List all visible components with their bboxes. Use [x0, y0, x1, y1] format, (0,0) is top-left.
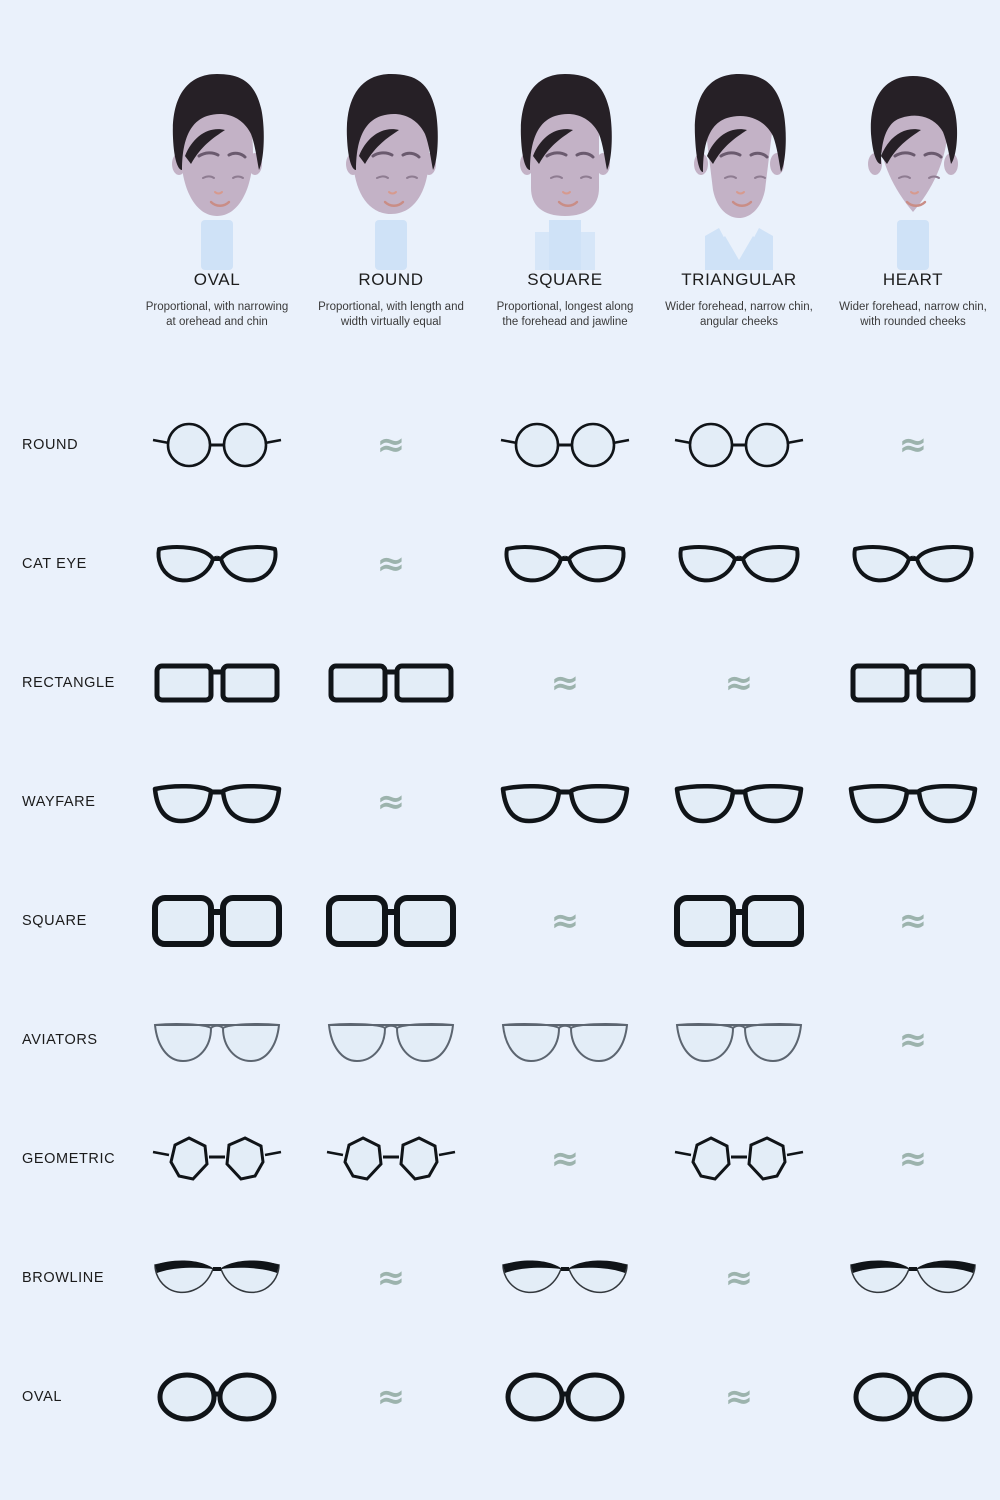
match-cell — [304, 1099, 478, 1218]
no-match-cell — [826, 1099, 1000, 1218]
match-cell — [130, 504, 304, 623]
no-match-cell — [304, 1218, 478, 1337]
match-cell — [478, 504, 652, 623]
match-cell — [478, 1218, 652, 1337]
match-cell — [826, 1337, 1000, 1456]
glasses-square-icon — [321, 886, 461, 956]
match-cell — [478, 742, 652, 861]
glasses-cateye-icon — [669, 529, 809, 599]
no-match-tilde-icon: ≈ — [898, 900, 928, 941]
glasses-row — [0, 742, 1000, 861]
match-cell — [826, 623, 1000, 742]
glasses-rectangle-icon — [147, 648, 287, 718]
glasses-geometric-icon — [321, 1124, 461, 1194]
glasses-geometric-icon — [147, 1124, 287, 1194]
glasses-row — [0, 1218, 1000, 1337]
glasses-browline-icon — [843, 1243, 983, 1313]
glasses-round-icon — [147, 410, 287, 480]
face-type-column — [130, 60, 304, 330]
match-cell — [478, 385, 652, 504]
match-cell — [826, 742, 1000, 861]
no-match-tilde-icon: ≈ — [550, 1138, 580, 1179]
no-match-tilde-icon: ≈ — [898, 424, 928, 465]
face-illustration-round-icon — [321, 60, 461, 260]
no-match-tilde-icon: ≈ — [550, 662, 580, 703]
glasses-style-label: BROWLINE — [22, 1269, 105, 1286]
match-cell — [130, 1099, 304, 1218]
glasses-rectangle-icon — [843, 648, 983, 718]
no-match-cell — [304, 385, 478, 504]
face-illustration-heart-icon — [843, 60, 983, 260]
no-match-cell — [478, 861, 652, 980]
glasses-row — [0, 1099, 1000, 1218]
face-illustration-oval-icon — [147, 60, 287, 260]
no-match-tilde-icon: ≈ — [724, 662, 754, 703]
glasses-style-label: GEOMETRIC — [22, 1150, 116, 1167]
match-cell — [130, 980, 304, 1099]
match-cell — [826, 1218, 1000, 1337]
glasses-cateye-icon — [843, 529, 983, 599]
match-cell — [478, 980, 652, 1099]
face-type-column — [826, 60, 1000, 330]
match-cell — [652, 861, 826, 980]
face-type-description: Wider forehead, narrow chin, angular cheeks — [665, 301, 813, 328]
glasses-round-icon — [669, 410, 809, 480]
match-cell — [130, 385, 304, 504]
glasses-aviator-icon — [321, 1005, 461, 1075]
face-type-name: ROUND — [358, 270, 424, 289]
face-illustration-triangular-icon — [669, 60, 809, 260]
match-cell — [826, 504, 1000, 623]
no-match-cell — [478, 623, 652, 742]
no-match-cell — [478, 1099, 652, 1218]
glasses-row — [0, 504, 1000, 623]
no-match-tilde-icon: ≈ — [376, 543, 406, 584]
glasses-geometric-icon — [669, 1124, 809, 1194]
glasses-cateye-icon — [147, 529, 287, 599]
face-type-column — [478, 60, 652, 330]
glasses-style-label: OVAL — [22, 1388, 63, 1405]
no-match-cell — [304, 504, 478, 623]
face-type-description: Wider forehead, narrow chin, with rounded cheeks — [839, 301, 987, 328]
glasses-style-label: SQUARE — [22, 912, 87, 929]
glasses-row — [0, 861, 1000, 980]
glasses-wayfare-icon — [495, 767, 635, 837]
no-match-cell — [652, 1218, 826, 1337]
match-cell — [304, 623, 478, 742]
glasses-square-icon — [147, 886, 287, 956]
glasses-browline-icon — [147, 1243, 287, 1313]
glasses-aviator-icon — [495, 1005, 635, 1075]
glasses-row — [0, 980, 1000, 1099]
no-match-tilde-icon: ≈ — [724, 1376, 754, 1417]
face-type-name: SQUARE — [527, 270, 603, 289]
face-type-column — [652, 60, 826, 330]
no-match-tilde-icon: ≈ — [550, 900, 580, 941]
no-match-cell — [304, 1337, 478, 1456]
match-cell — [130, 623, 304, 742]
match-cell — [130, 1337, 304, 1456]
match-cell — [478, 1337, 652, 1456]
face-type-name: HEART — [882, 270, 944, 289]
face-type-description: Proportional, longest along the forehead and jawline — [496, 301, 634, 328]
no-match-tilde-icon: ≈ — [898, 1019, 928, 1060]
no-match-cell — [826, 385, 1000, 504]
match-cell — [130, 742, 304, 861]
glasses-style-label: WAYFARE — [22, 793, 96, 810]
glasses-browline-icon — [495, 1243, 635, 1313]
no-match-tilde-icon: ≈ — [724, 1257, 754, 1298]
face-type-description: Proportional, with narrowing at orehead and chin — [145, 301, 289, 328]
glasses-aviator-icon — [669, 1005, 809, 1075]
glasses-square-icon — [669, 886, 809, 956]
glasses-row — [0, 623, 1000, 742]
match-cell — [130, 1218, 304, 1337]
face-type-column — [304, 60, 478, 330]
glasses-matrix — [0, 385, 1000, 1456]
glasses-round-icon — [495, 410, 635, 480]
glasses-style-label: ROUND — [22, 436, 79, 453]
face-types-header — [130, 60, 1000, 330]
no-match-tilde-icon: ≈ — [376, 1376, 406, 1417]
match-cell — [130, 861, 304, 980]
glasses-oval-icon — [495, 1362, 635, 1432]
glasses-row — [0, 1337, 1000, 1456]
match-cell — [652, 742, 826, 861]
no-match-cell — [826, 980, 1000, 1099]
match-cell — [652, 504, 826, 623]
no-match-tilde-icon: ≈ — [898, 1138, 928, 1179]
glasses-style-label: RECTANGLE — [22, 674, 115, 691]
glasses-row — [0, 385, 1000, 504]
face-type-name: OVAL — [193, 270, 241, 289]
glasses-style-label: AVIATORS — [22, 1031, 98, 1048]
no-match-cell — [304, 742, 478, 861]
glasses-aviator-icon — [147, 1005, 287, 1075]
match-cell — [652, 385, 826, 504]
no-match-tilde-icon: ≈ — [376, 1257, 406, 1298]
glasses-rectangle-icon — [321, 648, 461, 718]
face-illustration-square-icon — [495, 60, 635, 260]
match-cell — [652, 1099, 826, 1218]
glasses-oval-icon — [843, 1362, 983, 1432]
face-type-name: TRIANGULAR — [681, 270, 797, 289]
match-cell — [304, 980, 478, 1099]
no-match-tilde-icon: ≈ — [376, 424, 406, 465]
no-match-cell — [826, 861, 1000, 980]
face-type-description: Proportional, with length and width virtually equal — [318, 301, 464, 328]
glasses-oval-icon — [147, 1362, 287, 1432]
glasses-wayfare-icon — [669, 767, 809, 837]
match-cell — [652, 980, 826, 1099]
glasses-style-label: CAT EYE — [22, 555, 87, 572]
no-match-cell — [652, 623, 826, 742]
glasses-cateye-icon — [495, 529, 635, 599]
match-cell — [304, 861, 478, 980]
no-match-cell — [652, 1337, 826, 1456]
no-match-tilde-icon: ≈ — [376, 781, 406, 822]
glasses-wayfare-icon — [147, 767, 287, 837]
glasses-wayfare-icon — [843, 767, 983, 837]
